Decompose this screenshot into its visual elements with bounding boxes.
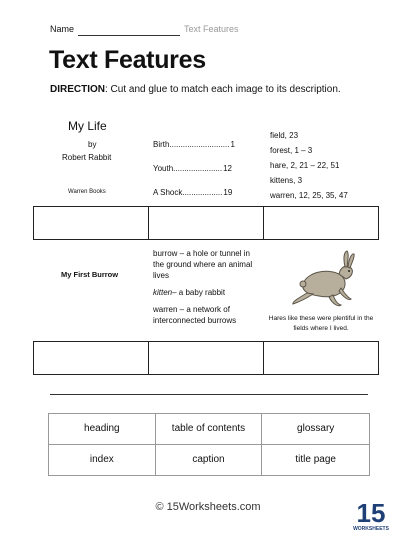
toc-row — [153, 164, 258, 173]
glossary-term: warren — [153, 305, 178, 314]
toc-dots: ........................... — [169, 140, 230, 149]
toc-row — [153, 140, 258, 149]
page-title: Text Features — [49, 46, 206, 74]
book-author: Robert Rabbit — [62, 153, 112, 162]
caption-sample: Hares like these were plentiful in the fields where I lived. — [268, 315, 374, 332]
glue-box[interactable] — [264, 342, 378, 374]
glue-box[interactable] — [34, 207, 149, 239]
glue-row-2 — [33, 341, 379, 375]
name-label: Name — [50, 24, 75, 34]
word-card[interactable]: glossary — [262, 414, 369, 445]
glossary-def: – a baby rabbit — [172, 288, 226, 297]
word-card[interactable]: table of contents — [156, 414, 263, 445]
toc-chapter: Birth — [153, 140, 170, 149]
book-by: by — [88, 140, 97, 149]
index-entry: forest, 1 – 3 — [270, 146, 313, 155]
glossary-sample — [153, 248, 263, 332]
header-topic: Text Features — [184, 24, 239, 34]
glossary-entry — [153, 248, 263, 281]
glue-box[interactable] — [149, 342, 264, 374]
toc-row — [153, 188, 258, 197]
toc-page: 1 — [230, 140, 235, 149]
direction-body: : Cut and glue to match each image to its description. — [105, 84, 341, 95]
word-card[interactable]: caption — [156, 445, 263, 476]
heading-sample: My First Burrow — [61, 270, 119, 279]
glue-box[interactable] — [149, 207, 264, 239]
glossary-entry — [153, 304, 263, 326]
hare-illustration — [283, 250, 363, 310]
book-title: My Life — [68, 119, 107, 133]
direction-label: DIRECTION — [50, 84, 105, 95]
logo-word: WORKSHEETS — [353, 526, 389, 532]
glue-box[interactable] — [34, 342, 149, 374]
logo-number: 15 — [356, 498, 386, 528]
toc-dots: ...................... — [173, 164, 223, 173]
glue-row-1 — [33, 206, 379, 240]
index-entry: warren, 12, 25, 35, 47 — [270, 191, 348, 200]
toc-dots: .................. — [182, 188, 223, 197]
index-entry: field, 23 — [270, 131, 299, 140]
word-card[interactable]: index — [49, 445, 156, 476]
glossary-entry — [153, 287, 263, 298]
toc-page: 12 — [223, 164, 232, 173]
footer-credit: © 15Worksheets.com — [155, 501, 261, 513]
glue-box[interactable] — [264, 207, 378, 239]
worksheets-logo — [352, 498, 390, 532]
name-line[interactable] — [78, 35, 180, 36]
direction-text — [50, 84, 341, 95]
cut-line — [50, 394, 368, 395]
book-publisher: Warren Books — [68, 189, 106, 195]
toc-page: 19 — [223, 188, 233, 197]
toc-chapter: A Shock — [153, 188, 183, 197]
index-entry: kittens, 3 — [270, 176, 303, 185]
glossary-term: kitten — [153, 288, 173, 297]
word-bank — [48, 413, 370, 476]
glossary-term: burrow — [153, 249, 178, 258]
word-card[interactable]: heading — [49, 414, 156, 445]
toc-chapter: Youth — [153, 164, 174, 173]
word-card[interactable]: title page — [295, 454, 336, 466]
toc-sample — [153, 140, 258, 212]
glossary-def: – a hole or tunnel in the ground where an animal lives — [153, 249, 253, 280]
index-sample — [270, 128, 348, 203]
index-entry: hare, 2, 21 – 22, 51 — [270, 161, 340, 170]
glossary-def: – a network of interconnected burrows — [153, 305, 237, 325]
